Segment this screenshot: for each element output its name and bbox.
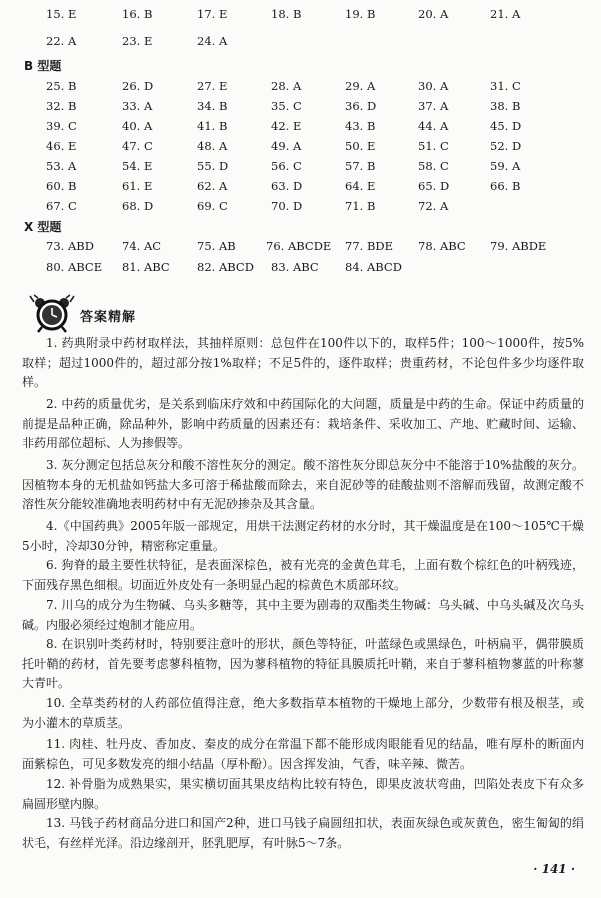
- answer-item: 29. A: [345, 79, 376, 93]
- answer-item: 48. A: [197, 139, 228, 153]
- answer-row: [0, 32, 601, 50]
- answer-item: 36. D: [345, 99, 377, 113]
- answer-row: [0, 117, 601, 135]
- answer-row: [0, 5, 601, 23]
- answer-item: 17. E: [197, 7, 228, 21]
- answer-item: 38. B: [490, 99, 521, 113]
- answer-item: 67. C: [46, 199, 77, 213]
- explanation-paragraph: 1. 药典附录中药材取样法，其抽样原则：总包件在100件以下的，取样5件；100～1000件，按5%取样；超过1000件的，超过部分按1%取样；不足5件的，逐件取样；贵重药材，不论包件多少均逐件取样。: [22, 336, 584, 389]
- explanation-paragraph: 2. 中药的质量优劣，是关系到临床疗效和中药国际化的大问题，质量是中药的生命。保证中药质量的前提是品种正确，除品种外，影响中药质量的因素还有：栽培条件、采收加工、产地、贮藏时间、运输、非药用部位超标、人为掺假等。: [22, 397, 584, 450]
- answer-item: 27. E: [197, 79, 228, 93]
- answer-item: 78. ABC: [418, 239, 466, 253]
- answer-item: 84. ABCD: [345, 260, 402, 274]
- answer-item: 74. AC: [122, 239, 162, 253]
- answer-row: [0, 237, 601, 255]
- answer-item: 47. C: [122, 139, 153, 153]
- answer-item: 49. A: [271, 139, 302, 153]
- answer-item: 83. ABC: [271, 260, 319, 274]
- answer-item: 44. A: [418, 119, 449, 133]
- page-number: · 141 ·: [533, 862, 575, 876]
- answer-item: 19. B: [345, 7, 376, 21]
- answer-item: 80. ABCE: [46, 260, 103, 274]
- answer-item: 63. D: [271, 179, 303, 193]
- answer-row: [0, 137, 601, 155]
- explanation-title: 答案精解: [80, 310, 137, 325]
- answer-item: 82. ABCD: [197, 260, 254, 274]
- answer-item: 53. A: [46, 159, 77, 173]
- answer-item: 28. A: [271, 79, 302, 93]
- answer-item: 65. D: [418, 179, 450, 193]
- answer-row: [0, 97, 601, 115]
- answer-item: 31. C: [490, 79, 521, 93]
- answer-item: 46. E: [46, 139, 77, 153]
- answer-item: 15. E: [46, 7, 77, 21]
- answer-item: 58. C: [418, 159, 449, 173]
- answer-item: 37. A: [418, 99, 449, 113]
- alarm-clock-icon: [28, 294, 76, 334]
- explanation-paragraph: 7. 川乌的成分为生物碱、乌头多糖等，其中主要为剧毒的双酯类生物碱：乌头碱、中乌头碱及次乌头碱。内服必须经过炮制才能应用。: [22, 598, 584, 632]
- answer-item: 24. A: [197, 34, 228, 48]
- answer-item: 70. D: [271, 199, 303, 213]
- explanation-paragraph: 10. 全草类药材的人药部位值得注意，绝大多数指草本植物的干燥地上部分，少数带有根及根茎，或为小灌木的草质茎。: [22, 696, 584, 730]
- explanation-header: [28, 294, 328, 330]
- answer-item: 51. C: [418, 139, 449, 153]
- answer-item: 26. D: [122, 79, 154, 93]
- explanation-paragraph: 3. 灰分测定包括总灰分和酸不溶性灰分的测定。酸不溶性灰分即总灰分中不能溶于10%盐酸的灰分。因植物本身的无机盐如钙盐大多可溶于稀盐酸而除去，来自泥砂等的硅酸盐则不溶解而残留，故测定酸不溶性灰分能较准确地表明药材中有无泥砂掺杂及其含量。: [22, 458, 584, 511]
- answer-item: 73. ABD: [46, 239, 94, 253]
- answer-item: 30. A: [418, 79, 449, 93]
- answer-item: 32. B: [46, 99, 77, 113]
- answer-item: 33. A: [122, 99, 153, 113]
- answer-item: 21. A: [490, 7, 521, 21]
- explanation-paragraph: 8. 在识别叶类药材时，特别要注意叶的形状，颜色等特征，叶蓝绿色或黑绿色，叶柄扁平，偶带膜质托叶鞘的药材，首先要考虑蓼科植物，因为蓼科植物的特征具膜质托叶鞘，来自于蓼科植物蓼蓝的叶称蓼大青叶。: [22, 637, 584, 690]
- answer-row: [0, 177, 601, 195]
- explanation-paragraph: 4.《中国药典》2005年版一部规定，用烘干法测定药材的水分时，其干燥温度是在100～105℃干燥5小时，冷却30分钟，精密称定重量。: [22, 519, 584, 553]
- answer-item: 54. E: [122, 159, 153, 173]
- answer-item: 42. E: [271, 119, 302, 133]
- answer-row: [0, 77, 601, 95]
- answer-item: 40. A: [122, 119, 153, 133]
- answer-item: 43. B: [345, 119, 376, 133]
- answer-item: 34. B: [197, 99, 228, 113]
- answer-item: 62. A: [197, 179, 228, 193]
- answer-row: [0, 157, 601, 175]
- section-heading: X 型题: [24, 220, 62, 234]
- answer-item: 69. C: [197, 199, 228, 213]
- answer-item: 77. BDE: [345, 239, 394, 253]
- explanation-paragraph: 12. 补骨脂为成熟果实，果实横切面其果皮结构比较有特色，即果皮波状弯曲，凹陷处表皮下有众多扁圆形壁内腺。: [22, 777, 584, 811]
- answer-item: 81. ABC: [122, 260, 170, 274]
- answer-item: 39. C: [46, 119, 77, 133]
- explanation-paragraph: 11. 肉桂、牡丹皮、香加皮、秦皮的成分在常温下都不能形成肉眼能看见的结晶，唯有厚朴的断面内面紫棕色，可见多数发亮的细小结晶（厚朴酚）。因含挥发油，气香，味辛辣、微苦。: [22, 737, 584, 771]
- answer-item: 79. ABDE: [490, 239, 547, 253]
- answer-item: 76. ABCDE: [266, 239, 332, 253]
- answer-item: 75. AB: [197, 239, 236, 253]
- explanation-paragraph: 6. 狗脊的最主要性状特征，是表面深棕色，被有光亮的金黄色茸毛，上面有数个棕红色的叶柄残迹，下面残存黑色细根。切面近外皮处有一条明显凸起的棕黄色木质部环纹。: [22, 558, 584, 592]
- answer-item: 60. B: [46, 179, 77, 193]
- answer-item: 57. B: [345, 159, 376, 173]
- answer-item: 22. A: [46, 34, 77, 48]
- answer-row: [0, 258, 601, 276]
- section-heading: B 型题: [24, 59, 62, 73]
- answer-row: [0, 197, 601, 215]
- answer-item: 23. E: [122, 34, 153, 48]
- answer-item: 18. B: [271, 7, 302, 21]
- answer-item: 16. B: [122, 7, 153, 21]
- explanation-paragraph: 13. 马钱子药材商品分进口和国产2种，进口马钱子扁圆纽扣状，表面灰绿色或灰黄色，密生匍匐的绢状毛，有丝样光泽。沿边缘剖开，胚乳肥厚，有叶脉5～7条。: [22, 816, 584, 850]
- answer-item: 50. E: [345, 139, 376, 153]
- answer-item: 66. B: [490, 179, 521, 193]
- answer-item: 41. B: [197, 119, 228, 133]
- answer-item: 25. B: [46, 79, 77, 93]
- answer-item: 20. A: [418, 7, 449, 21]
- answer-item: 71. B: [345, 199, 376, 213]
- answer-item: 61. E: [122, 179, 153, 193]
- answer-item: 59. A: [490, 159, 521, 173]
- answer-item: 56. C: [271, 159, 302, 173]
- answer-item: 68. D: [122, 199, 154, 213]
- answer-item: 52. D: [490, 139, 522, 153]
- answer-item: 35. C: [271, 99, 302, 113]
- answer-item: 45. D: [490, 119, 522, 133]
- answer-item: 72. A: [418, 199, 449, 213]
- answer-item: 64. E: [345, 179, 376, 193]
- answer-item: 55. D: [197, 159, 229, 173]
